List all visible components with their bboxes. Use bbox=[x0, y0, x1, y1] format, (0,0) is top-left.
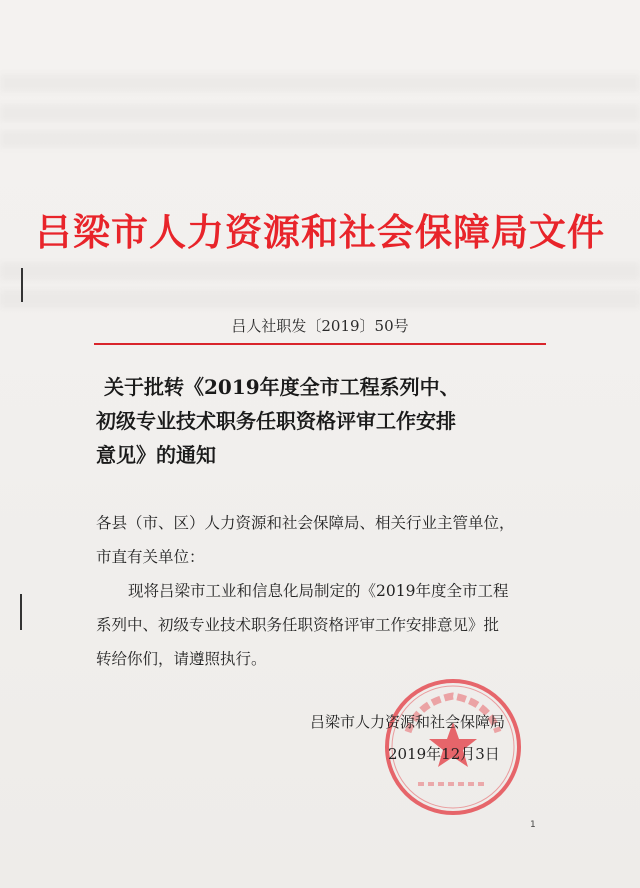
bleed-through-band bbox=[0, 74, 640, 92]
body-paragraph-line: 转给你们，请遵照执行。 bbox=[96, 650, 267, 668]
page-number: 1 bbox=[530, 820, 536, 830]
bleed-through-band bbox=[0, 130, 640, 148]
notice-title bbox=[96, 370, 544, 472]
margin-binding-mark bbox=[21, 268, 23, 302]
notice-title-line: 关于批转《2019年度全市工程系列中、 bbox=[104, 375, 460, 399]
notice-title-line: 意见》的通知 bbox=[96, 443, 216, 467]
bleed-through-band bbox=[0, 104, 640, 122]
bleed-through-band bbox=[0, 290, 640, 308]
bleed-through-band bbox=[0, 262, 640, 280]
addressee-line: 各县（市、区）人力资源和社会保障局、相关行业主管单位， bbox=[96, 514, 515, 532]
addressee-line: 市直有关单位： bbox=[96, 548, 205, 566]
document-number: 吕人社职发〔2019〕50号 bbox=[231, 317, 409, 335]
issuer-header-title: 吕梁市人力资源和社会保障局文件 bbox=[35, 210, 605, 254]
signing-organization: 吕梁市人力资源和社会保障局 bbox=[310, 713, 506, 731]
notice-title-line: 初级专业技术职务任职资格评审工作安排 bbox=[96, 409, 456, 433]
margin-binding-mark bbox=[20, 594, 22, 630]
signature-block bbox=[310, 706, 560, 770]
body-paragraph-line: 现将吕梁市工业和信息化局制定的《2019年度全市工程 bbox=[128, 582, 509, 600]
body-paragraph-line: 系列中、初级专业技术职务任职资格评审工作安排意见》批 bbox=[96, 616, 500, 634]
notice-body bbox=[96, 506, 556, 676]
red-separator-rule bbox=[94, 343, 546, 345]
signing-date: 2019年12月3日 bbox=[388, 745, 500, 763]
